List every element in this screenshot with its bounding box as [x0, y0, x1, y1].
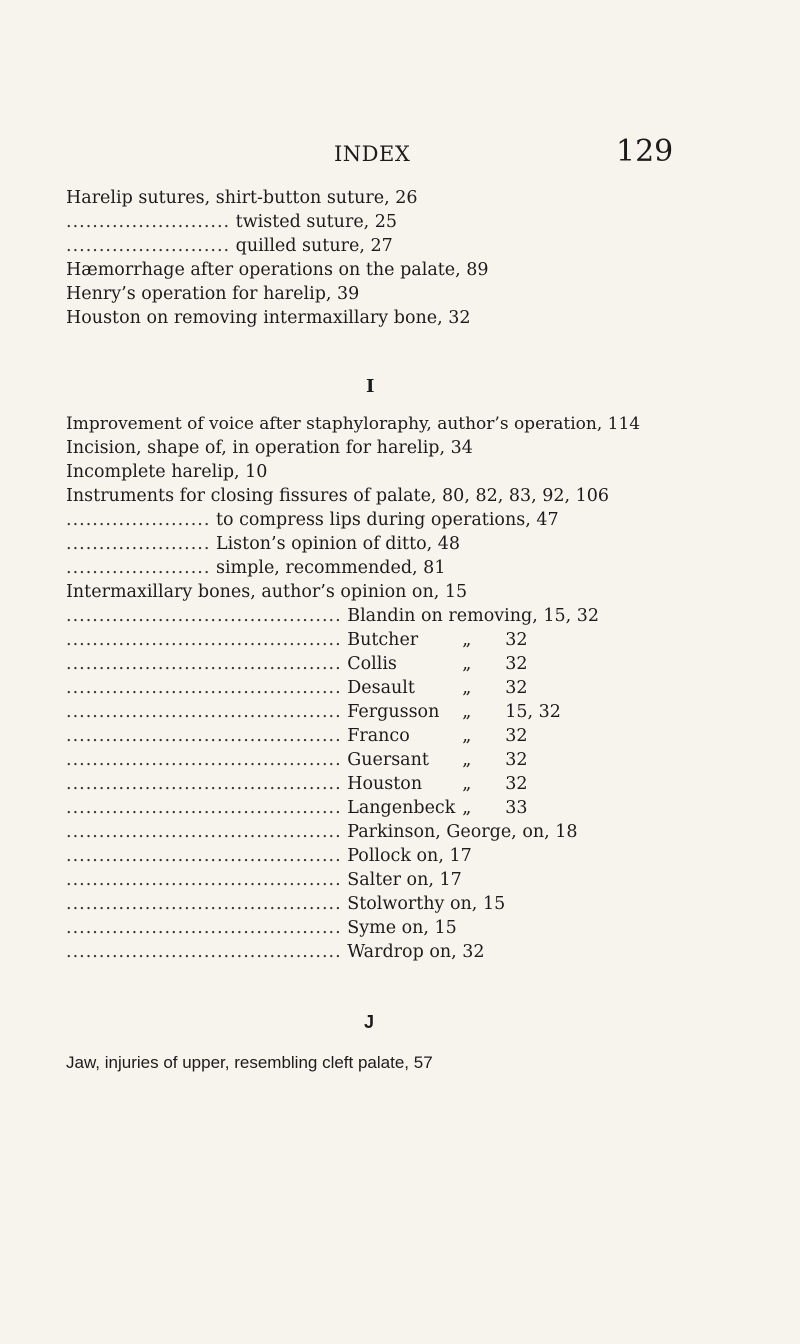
- leader-dots: ..........................................: [66, 702, 342, 722]
- section-letter-i: I: [366, 376, 375, 397]
- ditto-mark: „: [462, 798, 472, 818]
- ditto-mark: „: [462, 678, 472, 698]
- index-subentry: .......................................... Houston „ 32: [66, 774, 528, 794]
- index-subentry: .......................................... Syme on, 15: [66, 918, 457, 938]
- leader-dots: ..........................................: [66, 918, 342, 938]
- leader-dots: ......................: [66, 510, 211, 530]
- index-subentry: .......................................... Guersant „ 32: [66, 750, 528, 770]
- index-subentry: .......................................... Butcher „ 32: [66, 630, 528, 650]
- index-entry: Henry’s operation for harelip, 39: [66, 284, 360, 304]
- section-letter-j: J: [364, 1012, 375, 1032]
- leader-dots: ..........................................: [66, 870, 342, 890]
- index-subentry: .......................................... Parkinson, George, on, 18: [66, 822, 578, 842]
- leader-dots: ..........................................: [66, 654, 342, 674]
- leader-dots: .........................: [66, 212, 231, 232]
- leader-dots: ..........................................: [66, 846, 342, 866]
- index-subentry: .......................................... Wardrop on, 32: [66, 942, 485, 962]
- index-subentry: .......................................... Desault „ 32: [66, 678, 528, 698]
- index-subentry: .......................................... Fergusson „ 15, 32: [66, 702, 561, 722]
- ditto-mark: „: [462, 750, 472, 770]
- ditto-mark: „: [462, 726, 472, 746]
- leader-dots: ..........................................: [66, 822, 342, 842]
- index-subentry: .......................................... Langenbeck „ 33: [66, 798, 528, 818]
- running-header-title: INDEX: [334, 142, 411, 166]
- index-entry: Hæmorrhage after operations on the palate, 89: [66, 260, 489, 280]
- index-entry: Incomplete harelip, 10: [66, 462, 268, 482]
- leader-dots: .........................: [66, 236, 231, 256]
- leader-dots: ......................: [66, 558, 211, 578]
- leader-dots: ..........................................: [66, 894, 342, 914]
- page-number: 129: [616, 134, 674, 169]
- index-entry: Incision, shape of, in operation for harelip, 34: [66, 438, 473, 458]
- index-entry: Jaw, injuries of upper, resembling cleft palate, 57: [66, 1053, 433, 1072]
- index-subentry: .......................................... Blandin on removing, 15, 32: [66, 606, 599, 626]
- index-subentry: .......................................... Salter on, 17: [66, 870, 462, 890]
- ditto-mark: „: [462, 774, 472, 794]
- index-subentry: ......................... twisted suture, 25: [66, 212, 398, 232]
- ditto-mark: „: [462, 654, 472, 674]
- leader-dots: ..........................................: [66, 678, 342, 698]
- index-subentry: .......................................... Stolworthy on, 15: [66, 894, 506, 914]
- index-entry: Intermaxillary bones, author’s opinion on, 15: [66, 582, 468, 602]
- index-subentry: .......................................... Franco „ 32: [66, 726, 528, 746]
- index-entry: Houston on removing intermaxillary bone, 32: [66, 308, 471, 328]
- leader-dots: ..........................................: [66, 942, 342, 962]
- index-subentry: ...................... simple, recommended, 81: [66, 558, 446, 578]
- index-entry: Instruments for closing fissures of palate, 80, 82, 83, 92, 106: [66, 486, 610, 506]
- leader-dots: ..........................................: [66, 750, 342, 770]
- ditto-mark: „: [462, 702, 472, 722]
- leader-dots: ..........................................: [66, 606, 342, 626]
- leader-dots: ..........................................: [66, 630, 342, 650]
- leader-dots: ..........................................: [66, 798, 342, 818]
- index-subentry: ......................... quilled suture, 27: [66, 236, 393, 256]
- index-entry: Harelip sutures, shirt-button suture, 26: [66, 188, 418, 208]
- index-subentry: .......................................... Pollock on, 17: [66, 846, 472, 866]
- leader-dots: ..........................................: [66, 774, 342, 794]
- leader-dots: ......................: [66, 534, 211, 554]
- index-entry: Improvement of voice after staphyloraphy, author’s operation, 114: [66, 414, 641, 434]
- index-subentry: .......................................... Collis „ 32: [66, 654, 528, 674]
- ditto-mark: „: [462, 630, 472, 650]
- index-subentry: ...................... Liston’s opinion of ditto, 48: [66, 534, 461, 554]
- index-subentry: ...................... to compress lips during operations, 47: [66, 510, 559, 530]
- leader-dots: ..........................................: [66, 726, 342, 746]
